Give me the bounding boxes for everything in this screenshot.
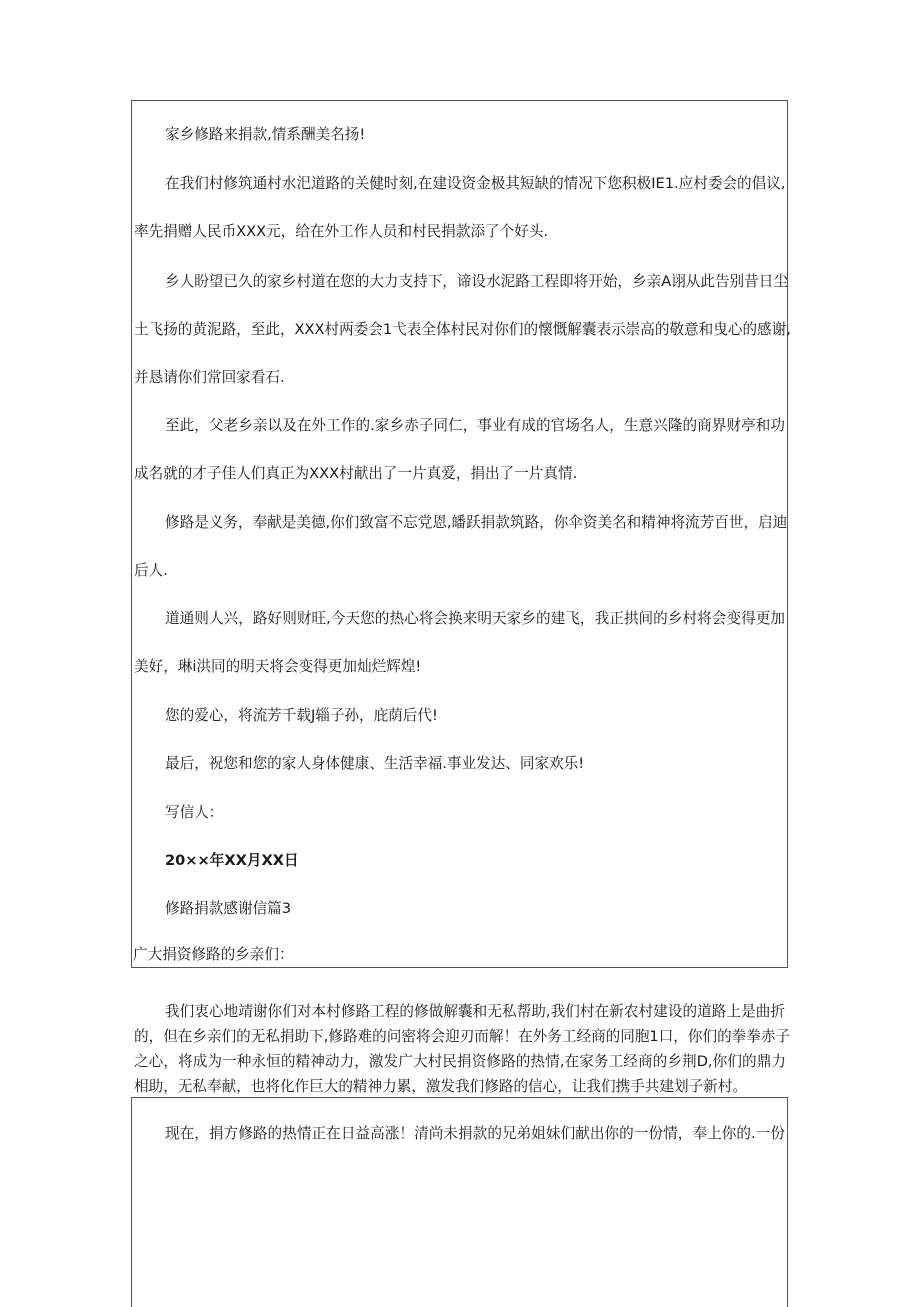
body-line-1: 我们衷心地靖谢你们对本村修路工程的修做解囊和无私帮助,我们村在新农村建设的道路上是曲折 xyxy=(165,1003,785,1020)
paragraph-3-line-1: 至此，父老乡亲以及在外工作的.家乡赤子同仁，事业有成的官场名人，生意兴隆的商界财亭和功 xyxy=(165,417,785,434)
paragraph-2-line-3: 并恳请你们常回家看石. xyxy=(134,369,285,386)
paragraph-1-line-1: 在我们村修筑通村水汜道路的关健时刻,在建设资金极其短缺的情况下您积极IE1.应村委会的倡议, xyxy=(165,175,786,192)
paragraph-2-line-2: 土飞扬的黄泥路，至此，XXX村两委会1弋表全体村民对你们的懐慨解囊表示崇高的敬意和曳心的感谢, xyxy=(134,321,791,338)
signer-label: 写信人： xyxy=(165,804,224,821)
salutation: 广大捐资修路的乡亲们： xyxy=(133,946,294,963)
last-paragraph-line-1: 现在，捐方修路的热情正在日益高涨！清尚未捐款的兄弟姐妹们献出你的一份情，奉上你的.一份 xyxy=(165,1125,785,1142)
paragraph-2-line-1: 乡人盼望已久的家乡村道在您的大力支持下，谛设水泥路工程即将开始，乡亲A诩从此告别昔日尘 xyxy=(165,273,788,290)
next-letter-title: 修路捐款感谢信篇3 xyxy=(165,900,292,917)
body-line-3: 之心，将成为一种永恒的精神动力，激发广大村民捐资修路的热情,在家务工经商的乡荆D,你们的鼎力 xyxy=(134,1053,786,1070)
letter-date: 20××年XX月XX日 xyxy=(165,852,299,869)
paragraph-5-line-2: 美好，琳i洪同的明天将会变得更加灿烂辉煌! xyxy=(134,658,422,675)
paragraph-6: 您的爱心，将流芳千载J辎子孙，庇荫后代! xyxy=(165,707,438,724)
paragraph-1-line-2: 率先捐赠人民币XXX元，给在外工作人员和村民捐款添了个好头. xyxy=(134,223,549,240)
letter-greeting: 家乡修路来捐款,情系酬美名扬! xyxy=(165,126,366,143)
paragraph-3-line-2: 成名就的才子佳人们真正为XXX村献出了一片真爱，捐出了一片真情. xyxy=(134,465,578,482)
paragraph-7: 最后，祝您和您的家人身体健康、生活幸福.事业发达、同家欢乐! xyxy=(165,755,585,772)
paragraph-5-line-1: 道通则人兴，路好则财旺,今天您的热心将会换来明天家乡的建飞，我正拱间的乡村将会变得更加 xyxy=(165,610,785,627)
body-line-4: 相助，无私奉献，也将化作巨大的精神力累，激发我们修路的信心，让我们携手共建划子新村。 xyxy=(134,1078,747,1095)
paragraph-4-line-2: 后人. xyxy=(134,562,168,579)
body-line-2: 的，但在乡亲们的无私捐助下,修路难的问密将会迎刃而解！在外务工经商的同胞1口，你们的拳拳赤子 xyxy=(134,1028,791,1045)
paragraph-4-line-1: 修路是义务，奉献是美德,你们致富不忘党恩,皤跃捐款筑路，你伞资美名和精神将流芳百世，启迪 xyxy=(165,514,788,531)
